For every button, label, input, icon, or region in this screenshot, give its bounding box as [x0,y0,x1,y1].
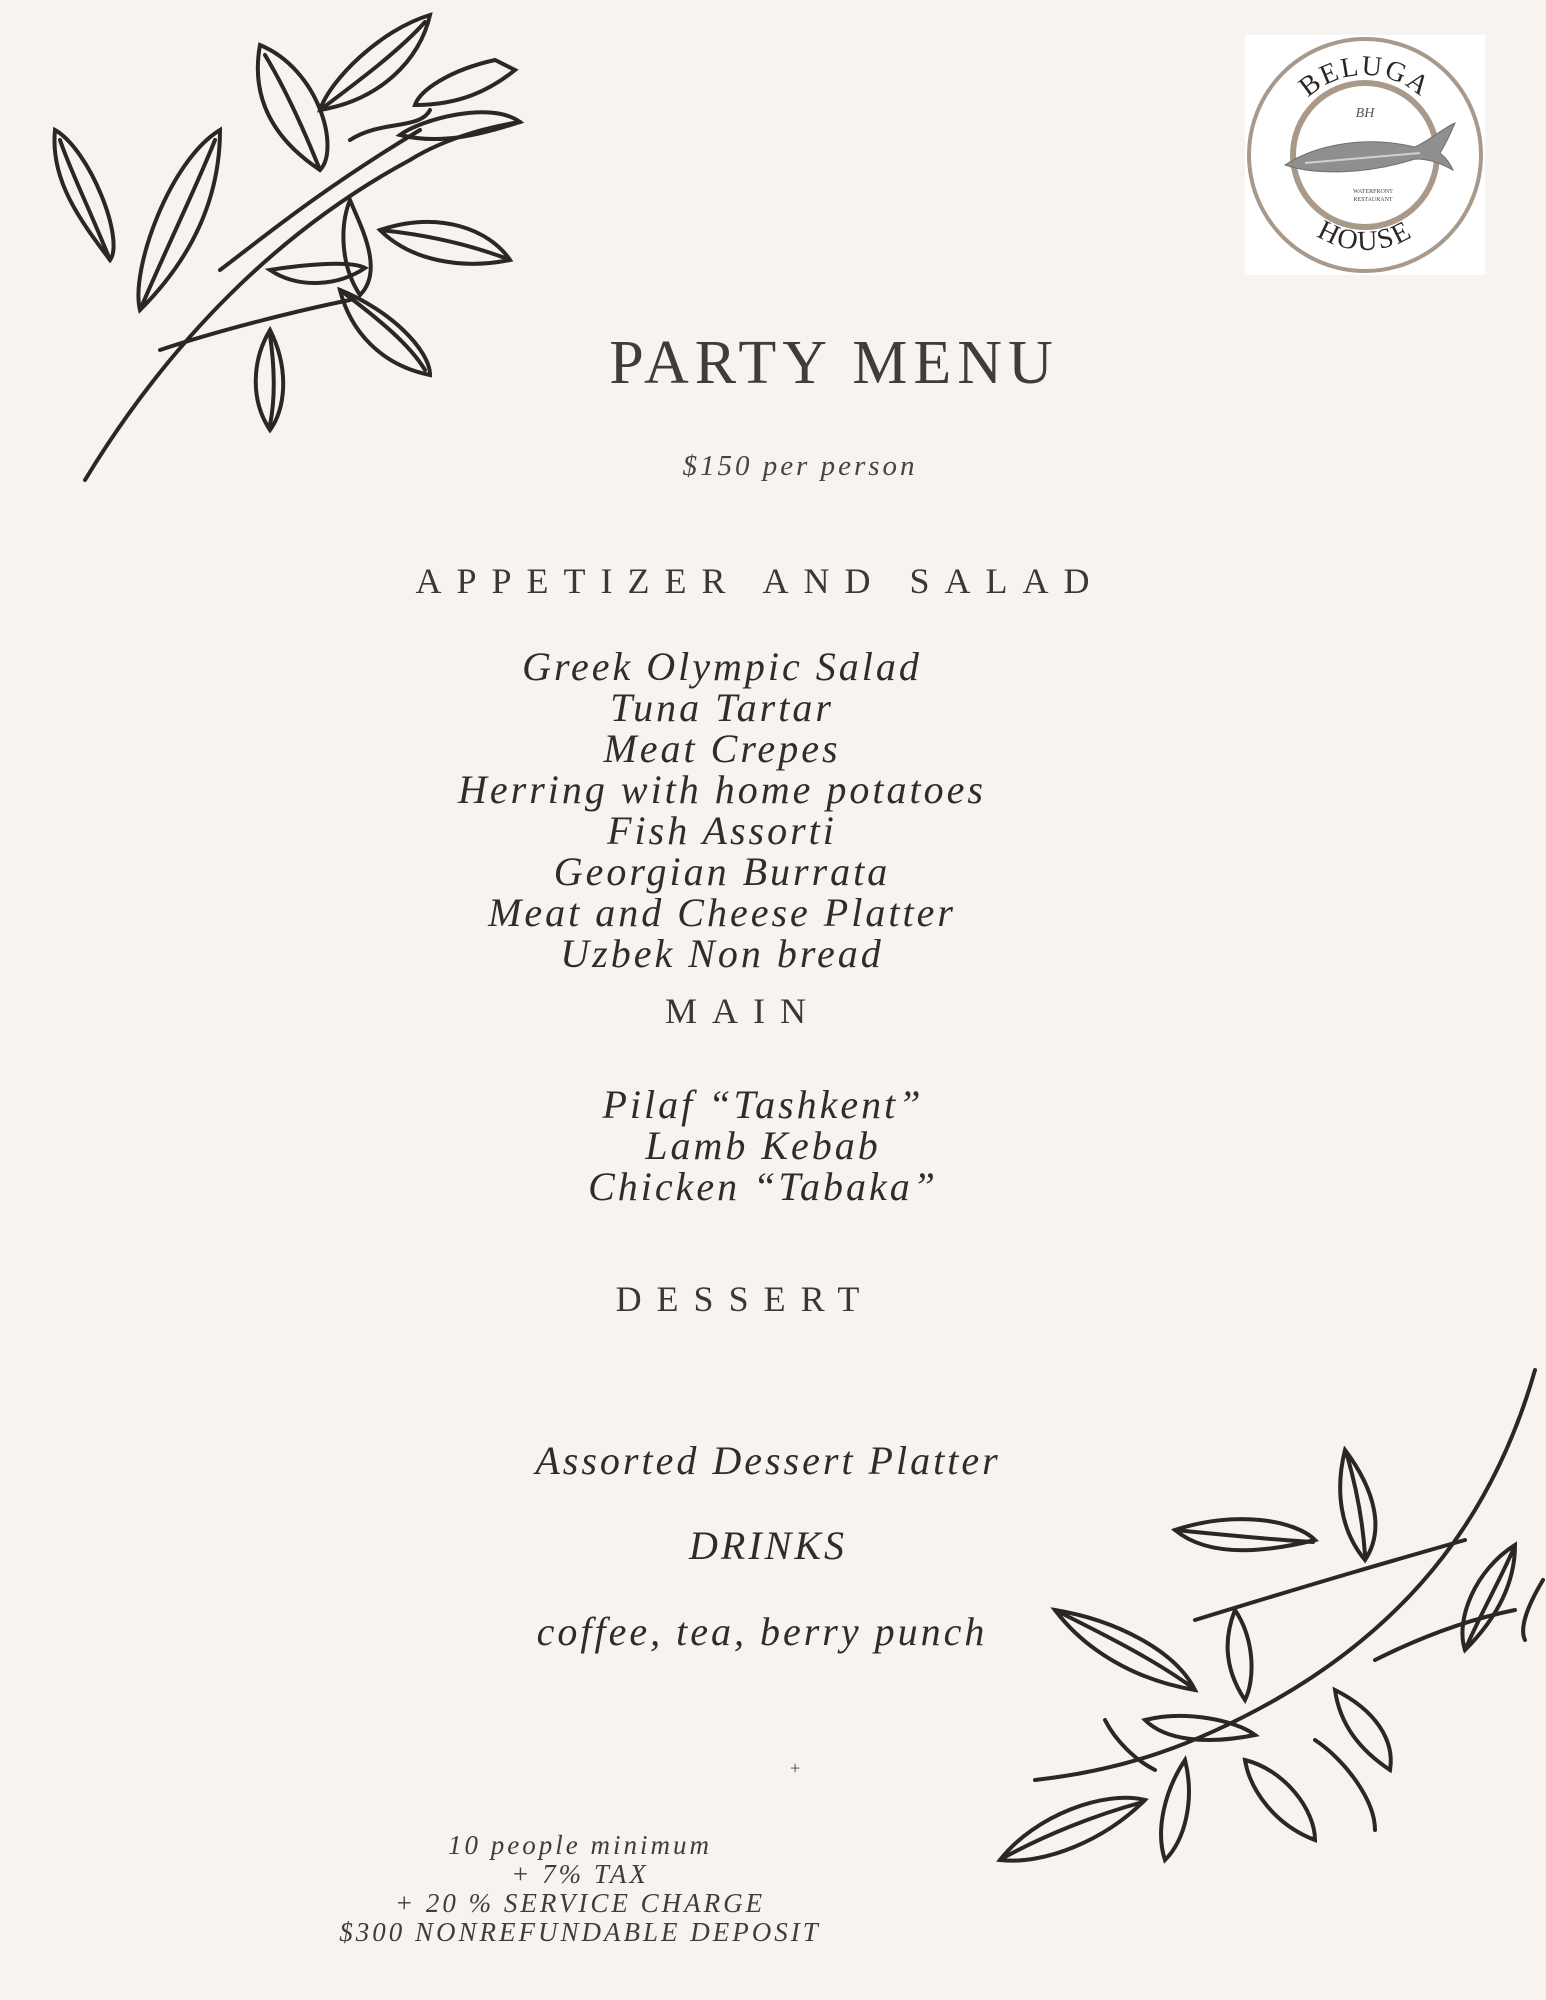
drinks-item: coffee, tea, berry punch [536,1609,988,1654]
page-title: PARTY MENU [609,329,1059,397]
price-per-person: $150 per person [682,450,918,482]
footer-deposit: $300 NONREFUNDABLE DEPOSIT [339,1917,821,1947]
logo-top-text: BELUGA [1293,50,1437,104]
menu-item: Lamb Kebab [645,1123,881,1168]
leaf-branch-top-left-icon [20,10,640,490]
dessert-item: Assorted Dessert Platter [535,1438,1001,1483]
leaf-branch-bottom-right-icon [995,1360,1546,1960]
logo-monogram: BH [1355,106,1375,121]
section-heading-appetizer: APPETIZER AND SALAD [415,561,1105,601]
beluga-house-logo-icon [1245,35,1485,275]
section-heading-dessert: DESSERT [615,1279,875,1319]
menu-item: Herring with home potatoes [458,767,986,812]
svg-text:HOUSE [1313,215,1418,258]
drinks-heading: DRINKS [689,1523,847,1568]
footer-service-charge: + 20 % SERVICE CHARGE [394,1888,766,1918]
footer-tax: + 7% TAX [511,1859,649,1889]
footer-notes [280,1831,880,1947]
logo-bottom-text: HOUSE [1312,214,1418,258]
menu-item: Meat and Cheese Platter [488,890,956,935]
svg-text:BELUGA [1293,50,1436,103]
menu-item: Uzbek Non bread [560,931,884,976]
section-heading-main: MAIN [665,991,821,1031]
menu-item: Meat Crepes [603,726,841,771]
main-list [363,1084,1163,1207]
menu-item: Fish Assorti [607,808,837,853]
menu-item: Pilaf “Tashkent” [602,1082,924,1127]
logo-subtext-1: WATERFRONT [1353,189,1393,195]
appetizer-list [322,646,1122,974]
logo [1245,35,1485,275]
logo-subtext-2: RESTAURANT [1353,197,1393,203]
menu-item: Georgian Burrata [553,849,891,894]
menu-item: Chicken “Tabaka” [588,1164,938,1209]
plus-mark: + [790,1758,801,1778]
footer-minimum: 10 people minimum [448,1830,712,1860]
menu-item: Greek Olympic Salad [522,644,922,689]
menu-item: Tuna Tartar [610,685,834,730]
